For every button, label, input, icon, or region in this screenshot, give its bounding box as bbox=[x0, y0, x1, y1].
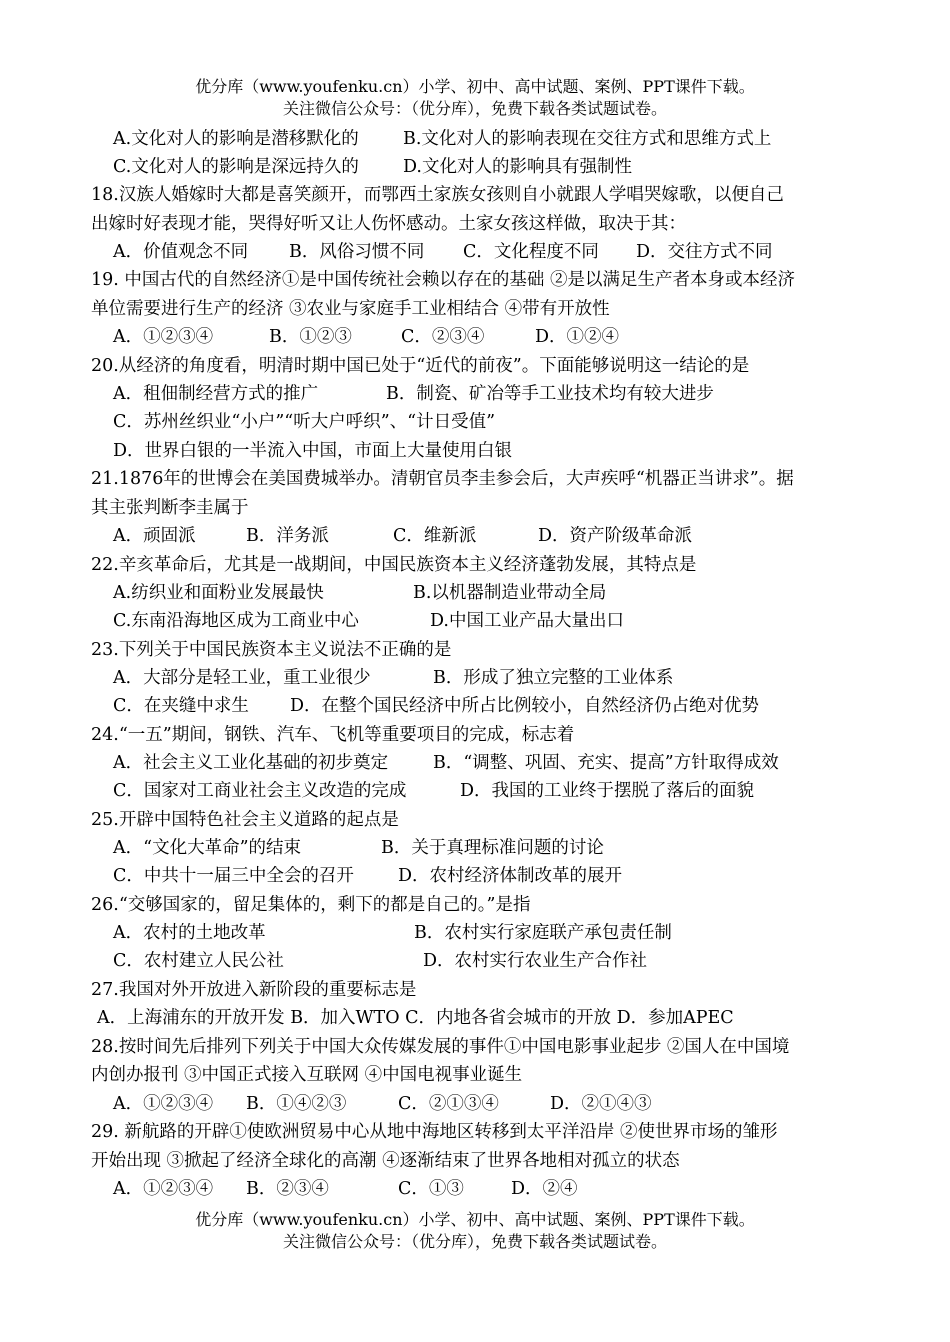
q27-stem: 27.我国对外开放进入新阶段的重要标志是 bbox=[91, 980, 417, 1000]
q17-option-d: D.文化对人的影响具有强制性 bbox=[403, 157, 632, 177]
q18-option-a: A．价值观念不同 bbox=[113, 242, 249, 262]
q28-stem-line-1: 28.按时间先后排列下列关于中国大众传媒发展的事件①中国电影事业起步 ②国人在中国境 bbox=[91, 1037, 790, 1057]
header-line-1: 优分库（www.youfenku.cn）小学、初中、高中试题、案例、PPT课件下载。 bbox=[195, 77, 755, 96]
q19-option-a: A．①②③④ bbox=[113, 327, 214, 347]
footer-line-1: 优分库（www.youfenku.cn）小学、初中、高中试题、案例、PPT课件下载。 bbox=[195, 1210, 755, 1229]
q20-option-a: A．租佃制经营方式的推广 bbox=[113, 384, 319, 404]
q23-option-a: A．大部分是轻工业，重工业很少 bbox=[113, 668, 371, 688]
q26-option-a: A．农村的土地改革 bbox=[113, 923, 266, 943]
q19-option-b: B．①②③ bbox=[269, 327, 352, 347]
q19-option-c: C．②③④ bbox=[401, 327, 485, 347]
q29-option-b: B．②③④ bbox=[246, 1179, 329, 1199]
q26-stem: 26.“交够国家的，留足集体的，剩下的都是自己的。”是指 bbox=[91, 895, 531, 915]
q26-option-c: C．农村建立人民公社 bbox=[113, 951, 284, 971]
q17-option-c: C.文化对人的影响是深远持久的 bbox=[113, 157, 359, 177]
q23-option-c: C．在夹缝中求生 bbox=[113, 696, 249, 716]
q28-option-a: A．①②③④ bbox=[113, 1094, 214, 1114]
q28-option-d: D．②①④③ bbox=[550, 1094, 652, 1114]
footer-line-2: 关注微信公众号：（优分库），免费下载各类试题试卷。 bbox=[282, 1232, 667, 1251]
q21-option-a: A．顽固派 bbox=[113, 526, 196, 546]
q19-stem-line-1: 19. 中国古代的自然经济①是中国传统社会赖以存在的基础 ②是以满足生产者本身或本经济 bbox=[91, 270, 795, 290]
q26-option-b: B．农村实行家庭联产承包责任制 bbox=[414, 923, 672, 943]
q17-option-b: B.文化对人的影响表现在交往方式和思维方式上 bbox=[403, 129, 772, 149]
q22-option-b: B.以机器制造业带动全局 bbox=[413, 583, 607, 603]
q29-stem-line-2: 开始出现 ③掀起了经济全球化的高潮 ④逐渐结束了世界各地相对孤立的状态 bbox=[91, 1151, 680, 1171]
q18-option-c: C．文化程度不同 bbox=[463, 242, 599, 262]
q24-option-b: B．“调整、巩固、充实、提高”方针取得成效 bbox=[433, 753, 779, 773]
q20-option-d: D．世界白银的一半流入中国，市面上大量使用白银 bbox=[113, 441, 513, 461]
q20-option-c: C．苏州丝织业“小户”“听大户呼织”、“计日受值” bbox=[113, 412, 496, 432]
q18-option-b: B．风俗习惯不同 bbox=[289, 242, 425, 262]
q25-stem: 25.开辟中国特色社会主义道路的起点是 bbox=[91, 810, 399, 830]
q29-option-a: A．①②③④ bbox=[113, 1179, 214, 1199]
q26-option-d: D．农村实行农业生产合作社 bbox=[423, 951, 648, 971]
q23-stem: 23.下列关于中国民族资本主义说法不正确的是 bbox=[91, 640, 452, 660]
q25-option-b: B．关于真理标准问题的讨论 bbox=[381, 838, 604, 858]
q19-option-d: D．①②④ bbox=[535, 327, 620, 347]
q24-option-d: D．我国的工业终于摆脱了落后的面貌 bbox=[460, 781, 755, 801]
q22-stem: 22.辛亥革命后，尤其是一战期间，中国民族资本主义经济蓬勃发展，其特点是 bbox=[91, 555, 697, 575]
q25-option-d: D．农村经济体制改革的展开 bbox=[398, 866, 623, 886]
q21-stem-line-1: 21.1876年的世博会在美国费城举办。清朝官员李圭参会后，大声疾呼“机器正当讲求”。据 bbox=[91, 469, 794, 489]
q24-option-a: A．社会主义工业化基础的初步奠定 bbox=[113, 753, 389, 773]
q24-stem: 24.“一五”期间，钢铁、汽车、飞机等重要项目的完成，标志着 bbox=[91, 725, 575, 745]
q21-option-b: B．洋务派 bbox=[246, 526, 329, 546]
q28-option-b: B．①④②③ bbox=[246, 1094, 347, 1114]
q21-option-c: C．维新派 bbox=[393, 526, 477, 546]
q23-option-d: D．在整个国民经济中所占比例较小，自然经济仍占绝对优势 bbox=[290, 696, 760, 716]
q24-option-c: C．国家对工商业社会主义改造的完成 bbox=[113, 781, 407, 801]
q21-option-d: D．资产阶级革命派 bbox=[538, 526, 693, 546]
q29-stem-line-1: 29. 新航路的开辟①使欧洲贸易中心从地中海地区转移到太平洋沿岸 ②使世界市场的雏形 bbox=[91, 1122, 778, 1142]
q28-stem-line-2: 内创办报刊 ③中国正式接入互联网 ④中国电视事业诞生 bbox=[91, 1065, 523, 1085]
q20-stem: 20.从经济的角度看，明清时期中国已处于“近代的前夜”。下面能够说明这一结论的是 bbox=[91, 356, 750, 376]
q29-option-d: D．②④ bbox=[511, 1179, 578, 1199]
q20-option-b: B．制瓷、矿冶等手工业技术均有较大进步 bbox=[386, 384, 714, 404]
q21-stem-line-2: 其主张判断李圭属于 bbox=[91, 498, 249, 518]
q22-option-d: D.中国工业产品大量出口 bbox=[430, 611, 624, 631]
q25-option-a: A．“文化大革命”的结束 bbox=[113, 838, 302, 858]
q29-option-c: C．①③ bbox=[398, 1179, 464, 1199]
q18-option-d: D．交往方式不同 bbox=[636, 242, 773, 262]
q25-option-c: C．中共十一届三中全会的召开 bbox=[113, 866, 354, 886]
q23-option-b: B．形成了独立完整的工业体系 bbox=[433, 668, 674, 688]
q19-stem-line-2: 单位需要进行生产的经济 ③农业与家庭手工业相结合 ④带有开放性 bbox=[91, 299, 610, 319]
header-line-2: 关注微信公众号：（优分库），免费下载各类试题试卷。 bbox=[282, 99, 667, 118]
q27-options: A．上海浦东的开放开发 B．加入WTO C．内地各省会城市的开放 D．参加APEC bbox=[97, 1008, 734, 1028]
q18-stem-line-2: 出嫁时好表现才能，哭得好听又让人伤怀感动。土家女孩这样做，取决于其： bbox=[91, 214, 686, 234]
q22-option-c: C.东南沿海地区成为工商业中心 bbox=[113, 611, 359, 631]
q17-option-a: A.文化对人的影响是潜移默化的 bbox=[113, 129, 359, 149]
q18-stem-line-1: 18.汉族人婚嫁时大都是喜笑颜开，而鄂西土家族女孩则自小就跟人学唱哭嫁歌，以便自己 bbox=[91, 185, 784, 205]
q22-option-a: A.纺织业和面粉业发展最快 bbox=[113, 583, 324, 603]
q28-option-c: C．②①③④ bbox=[398, 1094, 499, 1114]
